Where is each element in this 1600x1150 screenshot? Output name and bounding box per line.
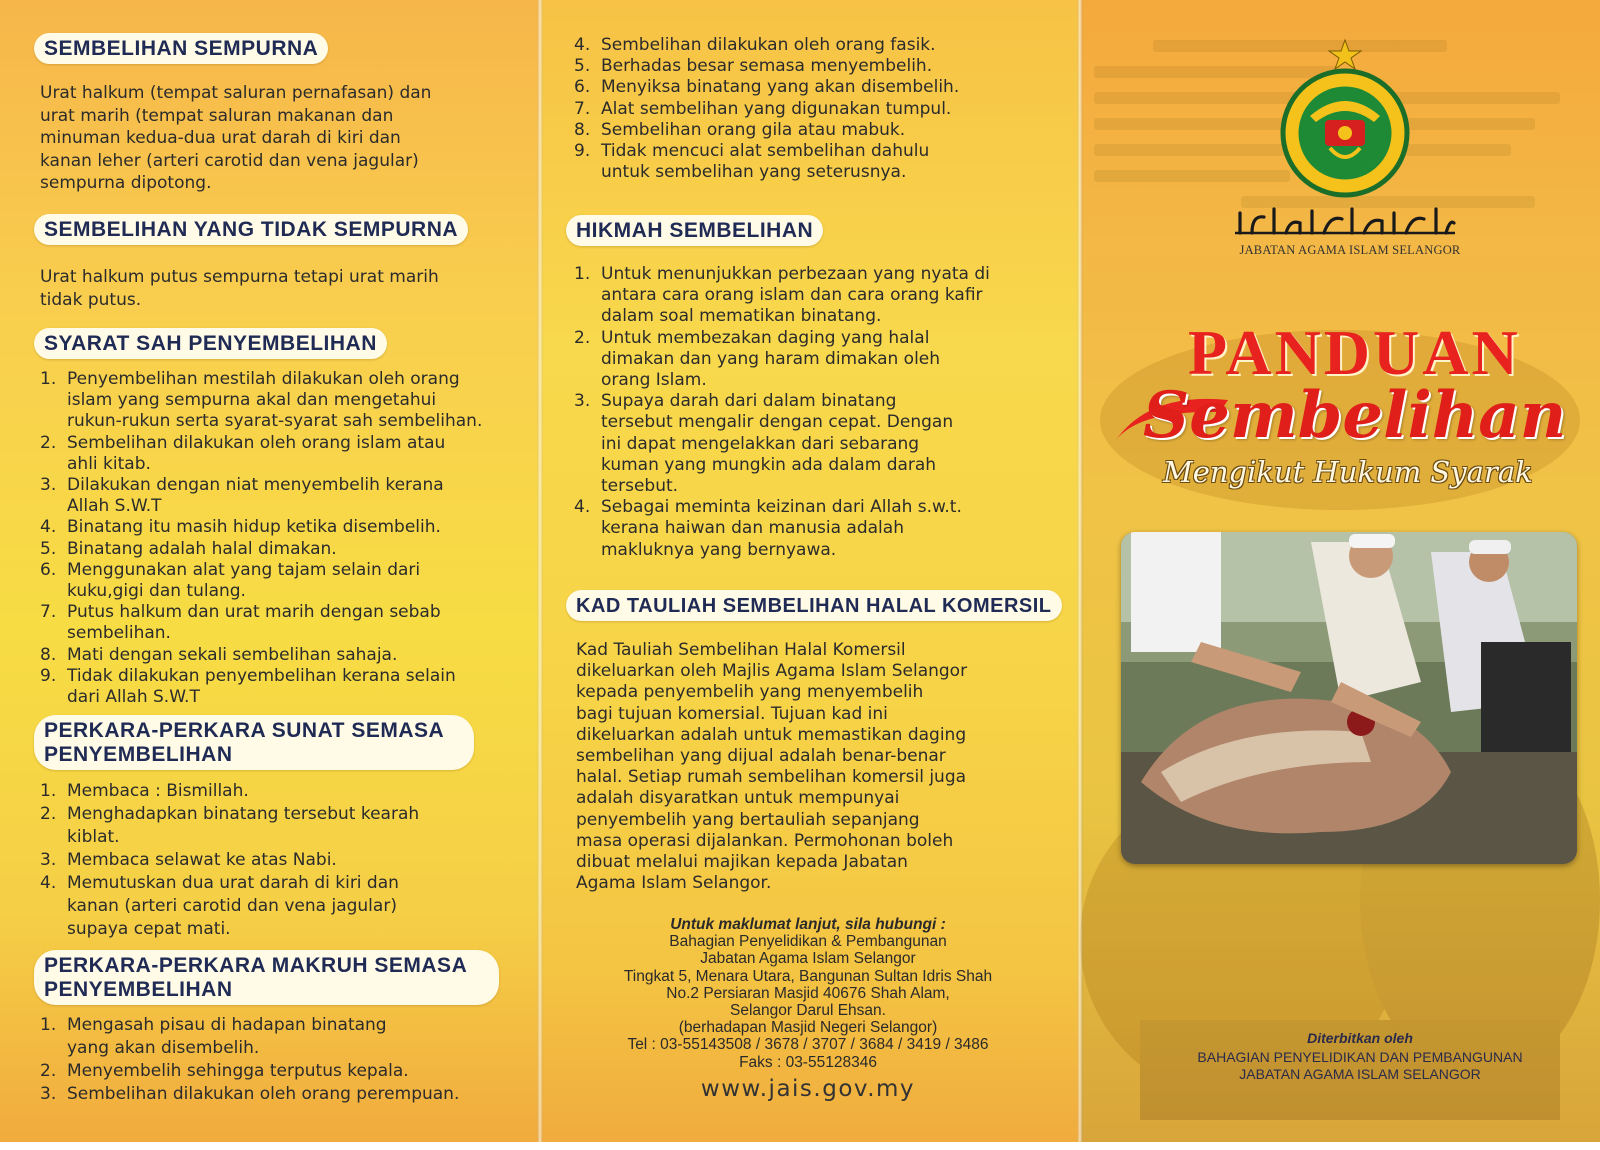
contact-line: Bahagian Penyelidikan & Pembangunan <box>669 933 947 951</box>
heading-perkara-sunat <box>34 715 474 770</box>
text-line: Urat halkum putus sempurna tetapi urat marih <box>40 267 439 287</box>
list-item-number: 4. <box>574 497 591 518</box>
list-item-number: 2. <box>40 804 57 824</box>
publisher-line: JABATAN AGAMA ISLAM SELANGOR <box>1239 1066 1481 1082</box>
list-item-number: 1. <box>40 781 57 801</box>
list-item <box>40 645 506 666</box>
list-item-line: Berhadas besar semasa menyembelih. <box>601 56 933 77</box>
list-item <box>40 780 508 803</box>
list-item <box>40 560 506 602</box>
list-item <box>574 497 1040 561</box>
list-item-line: Supaya darah dari dalam binatang <box>601 391 897 412</box>
list-item-number: 3. <box>40 475 57 496</box>
fold-line <box>1077 0 1083 1142</box>
list-item <box>40 517 506 538</box>
title-panduan: PANDUAN <box>1188 317 1521 388</box>
list-item-line: kuman yang mungkin ada dalam darah <box>601 454 937 475</box>
list-item-line: untuk sembelihan yang seterusnya. <box>601 162 907 183</box>
list-item-line: Sembelihan dilakukan oleh orang fasik. <box>601 35 936 55</box>
list-item-line: orang Islam. <box>601 370 707 391</box>
kad-tauliah-text <box>576 640 1042 894</box>
list-item <box>574 328 1040 392</box>
title-sembelihan: Sembelihan <box>1143 378 1567 453</box>
list-item-line: Sebagai meminta keizinan dari Allah s.w.t. <box>601 497 962 518</box>
heading-sembelihan-sempurna: SEMBELIHAN SEMPURNA <box>34 33 328 64</box>
published-by-label: Diterbitkan oleh <box>1307 1030 1413 1046</box>
list-item-number: 2. <box>574 327 591 348</box>
heading-hikmah: HIKMAH SEMBELIHAN <box>566 215 823 246</box>
list-item-line: Menyembelih sehingga terputus kepala. <box>67 1061 409 1081</box>
contact-heading: Untuk maklumat lanjut, sila hubungi : <box>670 916 946 933</box>
list-item-number: 1. <box>40 369 57 389</box>
text-line: sempurna dipotong. <box>40 173 212 194</box>
text-line: kanan leher (arteri carotid dan vena jagular) <box>40 150 419 171</box>
list-item-line: makluknya yang bernyawa. <box>601 539 837 560</box>
heading-line: PERKARA-PERKARA MAKRUH SEMASA <box>44 954 468 977</box>
text-line: bagi tujuan komersial. Tujuan kad ini <box>576 703 888 724</box>
text-line: Agama Islam Selangor. <box>576 873 772 894</box>
list-item-line: Binatang itu masih hidup ketika disembelih. <box>67 517 441 538</box>
text-line: kepada penyembelih yang menyembelih <box>576 682 924 703</box>
list-item <box>574 141 1040 183</box>
text-line: Kad Tauliah Sembelihan Halal Komersil <box>576 640 906 660</box>
text-line: adalah disyaratkan untuk mempunyai <box>576 788 900 809</box>
list-item-line: dimakan dan yang haram dimakan oleh <box>601 348 941 369</box>
list-item-number: 3. <box>574 391 591 412</box>
list-item-line: kuku,gigi dan tulang. <box>67 581 246 602</box>
heading-line: PENYEMBELIHAN <box>44 743 233 766</box>
perkara-makruh-list-continued <box>574 35 1040 183</box>
list-item-number: 1. <box>574 264 591 284</box>
list-item-line: kerana haiwan dan manusia adalah <box>601 518 904 539</box>
jais-emblem-logo <box>1270 38 1420 198</box>
text-line: dikeluarkan adalah untuk memastikan daging <box>576 724 967 745</box>
contact-line: Tingkat 5, Menara Utara, Bangunan Sultan Idris Shah <box>623 967 993 985</box>
text-line: dibuat melalui majikan kepada Jabatan <box>576 852 908 873</box>
tidak-sempurna-text <box>40 266 506 311</box>
contact-info <box>578 916 1038 1071</box>
list-item-line: ahli kitab. <box>67 453 151 474</box>
list-item-line: Untuk menunjukkan perbezaan yang nyata di <box>601 264 990 284</box>
list-item-line: Sembelihan dilakukan oleh orang perempuan. <box>67 1084 460 1104</box>
list-item-line: Menghadapkan binatang tersebut kearah <box>67 804 420 824</box>
list-item-line: antara cara orang islam dan cara orang kafir <box>601 285 983 306</box>
text-line: masa operasi dijalankan. Permohonan boleh <box>576 830 954 851</box>
list-item <box>40 666 506 708</box>
list-item-line: tersebut. <box>601 476 679 497</box>
list-item <box>40 369 506 433</box>
list-item-line: Untuk membezakan daging yang halal <box>601 327 930 348</box>
list-item-number: 6. <box>574 77 591 98</box>
text-line: penyembelih yang bertauliah sepanjang <box>576 809 920 830</box>
list-item-number: 2. <box>40 432 57 453</box>
list-item-line: ini dapat mengelakkan dari sebarang <box>601 433 920 454</box>
text-line: minuman kedua-dua urat darah di kiri dan <box>40 128 401 149</box>
jawi-script-wordmark <box>1230 205 1460 239</box>
perkara-sunat-list <box>40 780 508 941</box>
text-line: halal. Setiap rumah sembelihan komersil juga <box>576 767 967 788</box>
list-item-number: 9. <box>574 141 591 162</box>
list-item-number: 5. <box>40 538 57 559</box>
list-item-line: kiblat. <box>67 827 120 847</box>
list-item-number: 4. <box>40 873 57 893</box>
list-item-line: Menyiksa binatang yang akan disembelih. <box>601 77 960 98</box>
list-item-number: 8. <box>574 119 591 140</box>
list-item <box>574 99 1040 120</box>
list-item <box>40 849 508 872</box>
list-item-line: Dilakukan dengan niat menyembelih kerana <box>67 475 444 496</box>
subtitle-hukum-syarak: Mengikut Hukum Syarak <box>1163 455 1533 489</box>
list-item-line: yang akan disembelih. <box>67 1038 260 1058</box>
heading-line: PENYEMBELIHAN <box>44 978 233 1001</box>
list-item <box>40 803 508 849</box>
contact-line: No.2 Persiaran Masjid 40676 Shah Alam, <box>666 984 950 1002</box>
heading-tidak-sempurna: SEMBELIHAN YANG TIDAK SEMPURNA <box>34 214 468 245</box>
hikmah-list <box>574 264 1040 561</box>
list-item-number: 7. <box>574 98 591 119</box>
list-item-number: 7. <box>40 602 57 623</box>
list-item-line: Membaca selawat ke atas Nabi. <box>67 850 337 870</box>
list-item-line: Tidak dilakukan penyembelihan kerana selain <box>67 665 456 686</box>
list-item-line: dalam soal mematikan binatang. <box>601 306 882 327</box>
list-item-number: 3. <box>40 850 57 870</box>
heading-perkara-makruh <box>34 950 499 1005</box>
list-item-number: 9. <box>40 665 57 686</box>
list-item-number: 1. <box>40 1015 57 1035</box>
list-item-number: 3. <box>40 1084 57 1104</box>
list-item <box>574 264 1040 328</box>
list-item <box>40 1060 508 1083</box>
list-item-line: Menggunakan alat yang tajam selain dari <box>67 559 421 580</box>
heading-syarat-sah: SYARAT SAH PENYEMBELIHAN <box>34 328 387 359</box>
list-item-number: 2. <box>40 1061 57 1081</box>
list-item-line: Binatang adalah halal dimakan. <box>67 538 337 559</box>
list-item <box>40 475 506 517</box>
website-link[interactable]: www.jais.gov.my <box>700 1076 916 1102</box>
heading-line: PERKARA-PERKARA SUNAT SEMASA <box>44 719 445 742</box>
text-line: Urat halkum (tempat saluran pernafasan) dan <box>40 83 432 103</box>
contact-line: Jabatan Agama Islam Selangor <box>700 950 916 968</box>
list-item-number: 4. <box>574 35 591 55</box>
list-item <box>40 872 508 941</box>
sembelihan-sempurna-text <box>40 82 506 195</box>
list-item-line: Sembelihan dilakukan oleh orang islam atau <box>67 432 446 453</box>
list-item-line: Membaca : Bismillah. <box>67 781 249 801</box>
text-line: urat marih (tempat saluran makanan dan <box>40 105 394 126</box>
list-item-line: Penyembelihan mestilah dilakukan oleh orang <box>67 369 460 389</box>
fold-line <box>537 0 543 1142</box>
list-item <box>40 1014 508 1060</box>
heading-kad-tauliah: KAD TAULIAH SEMBELIHAN HALAL KOMERSIL <box>566 590 1062 621</box>
list-item-line: Allah S.W.T <box>67 496 162 517</box>
list-item <box>574 391 1040 497</box>
list-item-line: Sembelihan orang gila atau mabuk. <box>601 119 906 140</box>
list-item-number: 5. <box>574 56 591 77</box>
list-item-line: kanan (arteri carotid dan vena jagular) <box>67 896 397 916</box>
contact-line: Selangor Darul Ehsan. <box>730 1002 886 1020</box>
list-item <box>574 56 1040 77</box>
list-item-line: dari Allah S.W.T <box>67 687 200 708</box>
perkara-makruh-list <box>40 1014 508 1106</box>
publisher-name <box>1140 1049 1580 1083</box>
list-item-number: 6. <box>40 559 57 580</box>
text-line: dikeluarkan oleh Majlis Agama Islam Selangor <box>576 661 968 682</box>
list-item-line: Tidak mencuci alat sembelihan dahulu <box>601 141 930 162</box>
list-item <box>574 35 1040 56</box>
list-item-line: islam yang sempurna akal dan mengetahui <box>67 390 437 411</box>
list-item-line: sembelihan. <box>67 623 171 644</box>
contact-line: Tel : 03-55143508 / 3678 / 3707 / 3684 / 3419 / 3486 <box>627 1036 989 1054</box>
publisher-line: BAHAGIAN PENYELIDIKAN DAN PEMBANGUNAN <box>1197 1049 1523 1065</box>
list-item <box>574 77 1040 98</box>
list-item <box>40 602 506 644</box>
list-item-line: rukun-rukun serta syarat-syarat sah sembelihan. <box>67 411 483 432</box>
list-item-line: Alat sembelihan yang digunakan tumpul. <box>601 98 952 119</box>
list-item-line: tersebut mengalir dengan cepat. Dengan <box>601 412 954 433</box>
list-item <box>40 539 506 560</box>
text-line: tidak putus. <box>40 289 142 310</box>
text-line: sembelihan yang dijual adalah benar-benar <box>576 746 946 767</box>
contact-line: Faks : 03-55128346 <box>739 1053 877 1071</box>
slaughter-photo <box>1121 532 1577 864</box>
list-item-line: Mengasah pisau di hadapan binatang <box>67 1015 387 1035</box>
org-name: JABATAN AGAMA ISLAM SELANGOR <box>1239 243 1461 257</box>
list-item-number: 4. <box>40 517 57 538</box>
list-item-line: supaya cepat mati. <box>67 919 231 939</box>
list-item-line: Memutuskan dua urat darah di kiri dan <box>67 873 399 893</box>
list-item-line: Putus halkum dan urat marih dengan sebab <box>67 602 441 623</box>
list-item-number: 8. <box>40 644 57 665</box>
list-item-line: Mati dengan sekali sembelihan sahaja. <box>67 644 398 665</box>
syarat-sah-list <box>40 369 506 708</box>
list-item <box>40 433 506 475</box>
contact-line: (berhadapan Masjid Negeri Selangor) <box>678 1019 938 1037</box>
list-item <box>40 1083 508 1106</box>
list-item <box>574 120 1040 141</box>
